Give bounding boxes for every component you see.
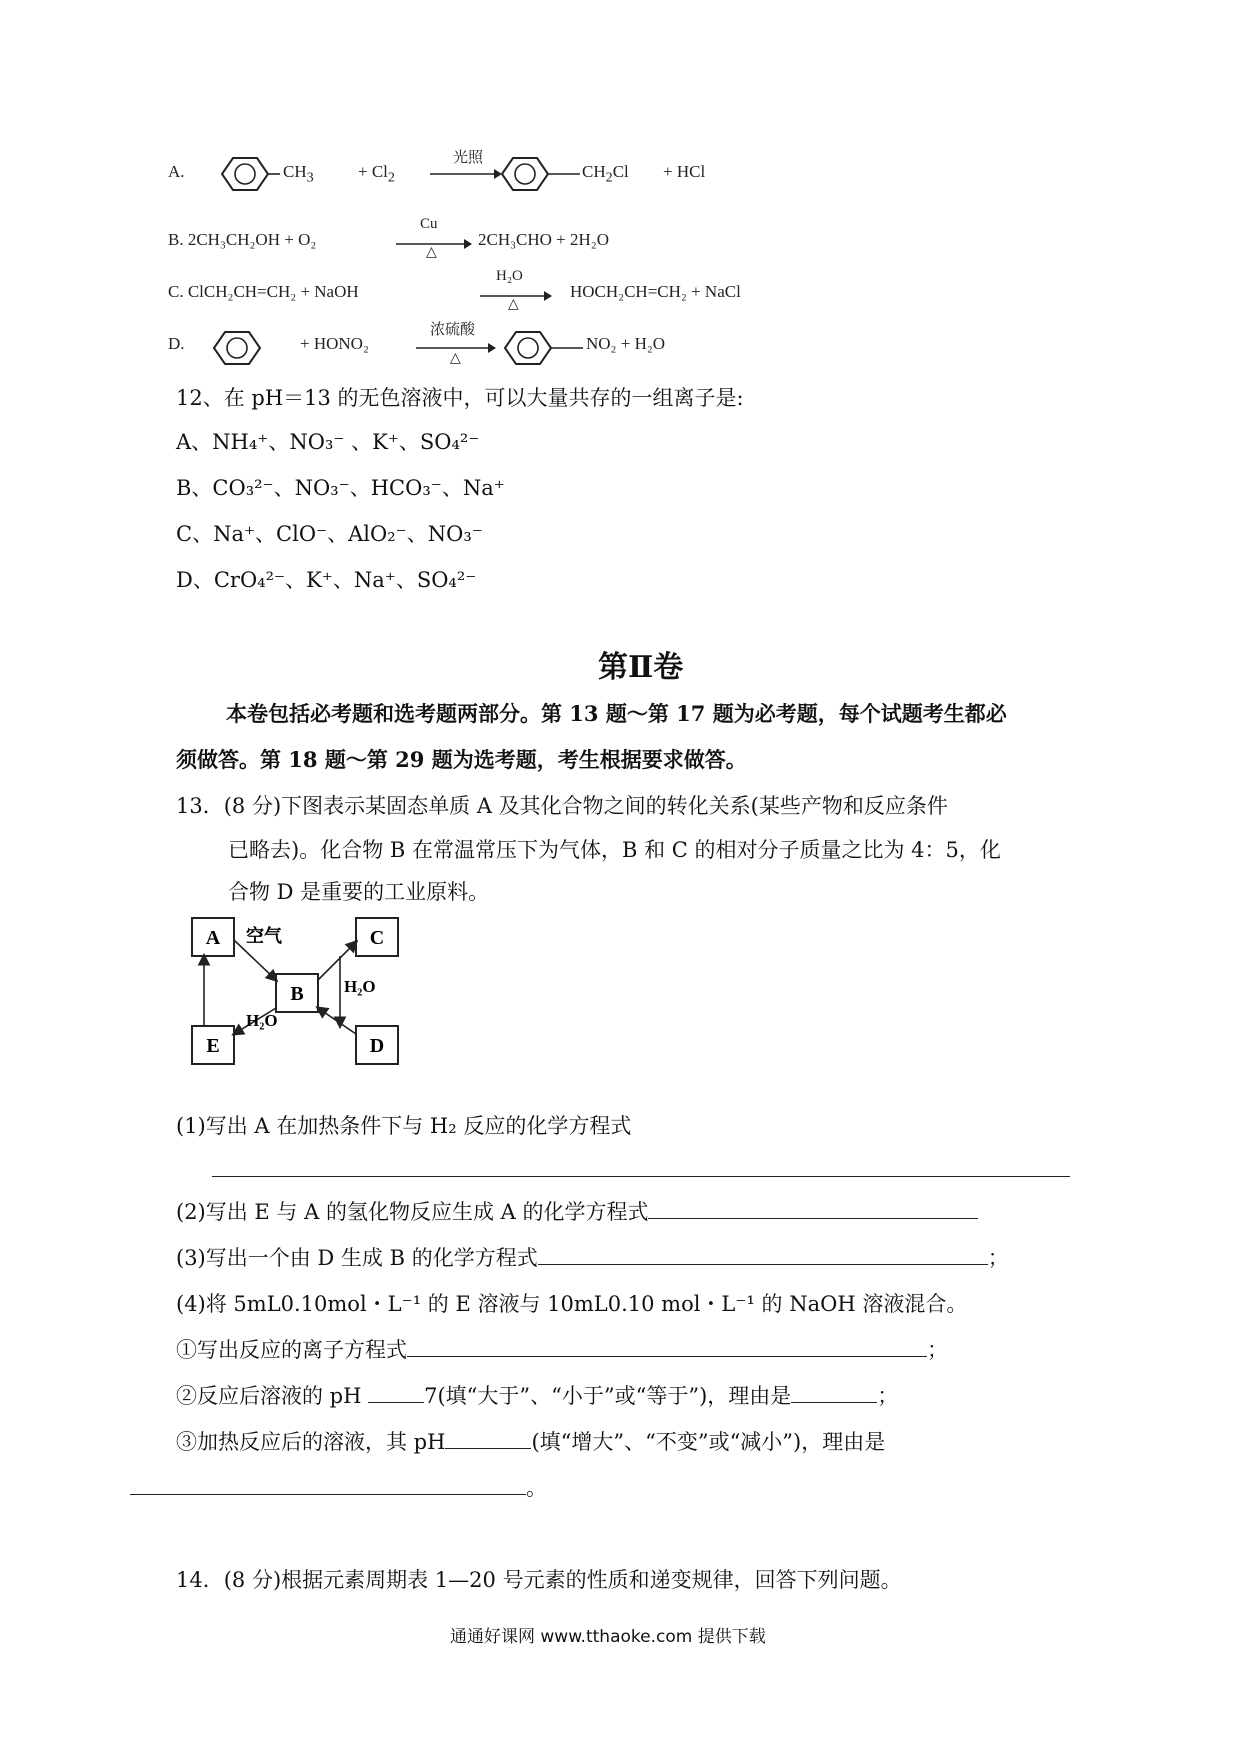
q13-line2: 已略去)。化合物 B 在常温常压下为气体，B 和 C 的相对分子质量之比为 4：5，化 xyxy=(228,838,1001,862)
label-c: C xyxy=(369,927,385,949)
reaction-a-condition: 光照 xyxy=(453,150,484,166)
reaction-a-tail: + HCl xyxy=(663,162,706,181)
reaction-a-ch3: CH xyxy=(283,162,307,181)
reaction-b xyxy=(168,216,808,260)
q12-option-b: B、CO₃²⁻、NO₃⁻、HCO₃⁻、Na⁺ xyxy=(176,476,505,500)
q13-part2 xyxy=(176,1196,978,1226)
reaction-d-heat: △ xyxy=(450,351,461,366)
q13-part1-answer-blank[interactable] xyxy=(212,1176,1070,1177)
label-h2o-right: H₂O xyxy=(344,977,376,996)
q14-line1: 14．(8 分)根据元素周期表 1—20 号元素的性质和递变规律，回答下列问题。 xyxy=(176,1568,902,1592)
reaction-c-heat: △ xyxy=(508,297,519,312)
q13-sub2-reason-blank[interactable] xyxy=(791,1401,877,1403)
q12-option-d: D、CrO₄²⁻、K⁺、Na⁺、SO₄²⁻ xyxy=(176,568,477,592)
label-e: E xyxy=(206,1035,220,1057)
reaction-c-products: HOCH₂CH=CH₂ + NaCl xyxy=(570,282,741,301)
label-air: 空气 xyxy=(246,926,282,946)
reaction-d-hono2: + HONO₂ xyxy=(300,334,369,353)
q13-sub3-reason-blank[interactable] xyxy=(130,1493,526,1495)
reaction-c xyxy=(168,268,848,312)
q13-sub3-text-b: (填“增大”、“不变”或“减小”)，理由是 xyxy=(531,1430,886,1454)
q13-sub2-text-a: ②反应后溶液的 pH xyxy=(176,1384,369,1408)
q13-sub1-answer-blank[interactable] xyxy=(407,1355,927,1357)
arrow-right-icon xyxy=(430,168,502,180)
label-h2o-left: H₂O xyxy=(246,1011,278,1030)
q13-part1: (1)写出 A 在加热条件下与 H₂ 反应的化学方程式 xyxy=(176,1114,632,1138)
q13-part3-answer-blank[interactable] xyxy=(538,1263,988,1265)
reaction-d-products: NO₂ + H₂O xyxy=(586,334,666,353)
q13-sub3-cont: 。 xyxy=(130,1472,547,1502)
q13-sub1: ①写出反应的离子方程式 ； xyxy=(176,1338,948,1362)
part2-title: 第Ⅱ卷 xyxy=(598,650,684,685)
q13-part2-answer-blank[interactable] xyxy=(648,1217,978,1219)
arrow-b-to-c xyxy=(318,942,356,980)
label-b: B xyxy=(290,983,304,1005)
reaction-b-products: 2CH₃CHO + 2H₂O xyxy=(478,230,610,249)
benzene-ring-icon xyxy=(501,328,583,368)
arrow-d-to-b xyxy=(318,1008,356,1034)
benzene-ring-icon xyxy=(498,154,580,194)
conversion-diagram xyxy=(180,910,440,1070)
benzene-ring-icon xyxy=(208,154,280,194)
q13-line1: 13．(8 分)下图表示某固态单质 A 及其化合物之间的转化关系(某些产物和反应条件 xyxy=(176,794,948,818)
page-footer: 通通好课网 www.tthaoke.com 提供下载 xyxy=(450,1627,766,1647)
benzene-ring-icon xyxy=(208,328,268,368)
q13-part3-text: (3)写出一个由 D 生成 B 的化学方程式 xyxy=(176,1246,538,1270)
q12-stem: 12、在 pH＝13 的无色溶液中，可以大量共存的一组离子是: xyxy=(176,386,744,410)
reaction-a-ch2cl: CH xyxy=(582,162,606,181)
reaction-b-heat: △ xyxy=(426,245,437,260)
reaction-a: A. $CH_3$ + $Cl_2$ 光照 $CH_2Cl$ + HCl xyxy=(168,158,808,198)
arrow-a-to-b xyxy=(234,940,276,980)
q13-sub3 xyxy=(176,1426,885,1456)
q12-option-a: A、NH₄⁺、NO₃⁻ 、K⁺、SO₄²⁻ xyxy=(176,430,480,454)
reaction-a-cl2: + Cl xyxy=(358,162,388,181)
q13-sub1-text: ①写出反应的离子方程式 xyxy=(176,1338,407,1362)
reaction-a-label: A. xyxy=(168,162,185,181)
q13-sub3-ph-blank[interactable] xyxy=(445,1447,531,1449)
reaction-c-reactants: C. ClCH₂CH=CH₂ + NaOH xyxy=(168,282,359,301)
q13-line3: 合物 D 是重要的工业原料。 xyxy=(228,880,490,904)
q13-part3: (3)写出一个由 D 生成 B 的化学方程式 ； xyxy=(176,1246,1009,1270)
reaction-d xyxy=(168,322,808,368)
reaction-c-condition: H₂O xyxy=(496,268,523,284)
reaction-d-label: D. xyxy=(168,334,185,353)
q12-option-c: C、Na⁺、ClO⁻、AlO₂⁻、NO₃⁻ xyxy=(176,522,483,546)
label-d: D xyxy=(369,1035,385,1057)
label-a: A xyxy=(205,927,221,949)
q13-sub2-ph-blank[interactable] xyxy=(368,1401,424,1403)
q13-sub2: ②反应后溶液的 pH 7(填“大于”、“小于”或“等于”)，理由是 ； xyxy=(176,1384,899,1408)
reaction-d-condition: 浓硫酸 xyxy=(430,322,476,338)
reaction-b-condition: Cu xyxy=(420,216,438,232)
q13-sub3-text-a: ③加热反应后的溶液，其 pH xyxy=(176,1430,446,1454)
reaction-b-reactants: B. 2CH₃CH₂OH + O₂ xyxy=(168,230,317,249)
part2-note-line2: 须做答。第 18 题～第 29 题为选考题，考生根据要求做答。 xyxy=(176,747,747,772)
q13-sub2-text-b: 7(填“大于”、“小于”或“等于”)，理由是 xyxy=(424,1384,792,1408)
q13-part4: (4)将 5mL0.10mol・L⁻¹ 的 E 溶液与 10mL0.10 mol・L⁻¹ 的 NaOH 溶液混合。 xyxy=(176,1292,968,1316)
part2-note-line1: 本卷包括必考题和选考题两部分。第 13 题～第 17 题为必考题，每个试题考生都必 xyxy=(226,701,1007,726)
q13-part2-text: (2)写出 E 与 A 的氢化物反应生成 A 的化学方程式 xyxy=(176,1200,649,1224)
